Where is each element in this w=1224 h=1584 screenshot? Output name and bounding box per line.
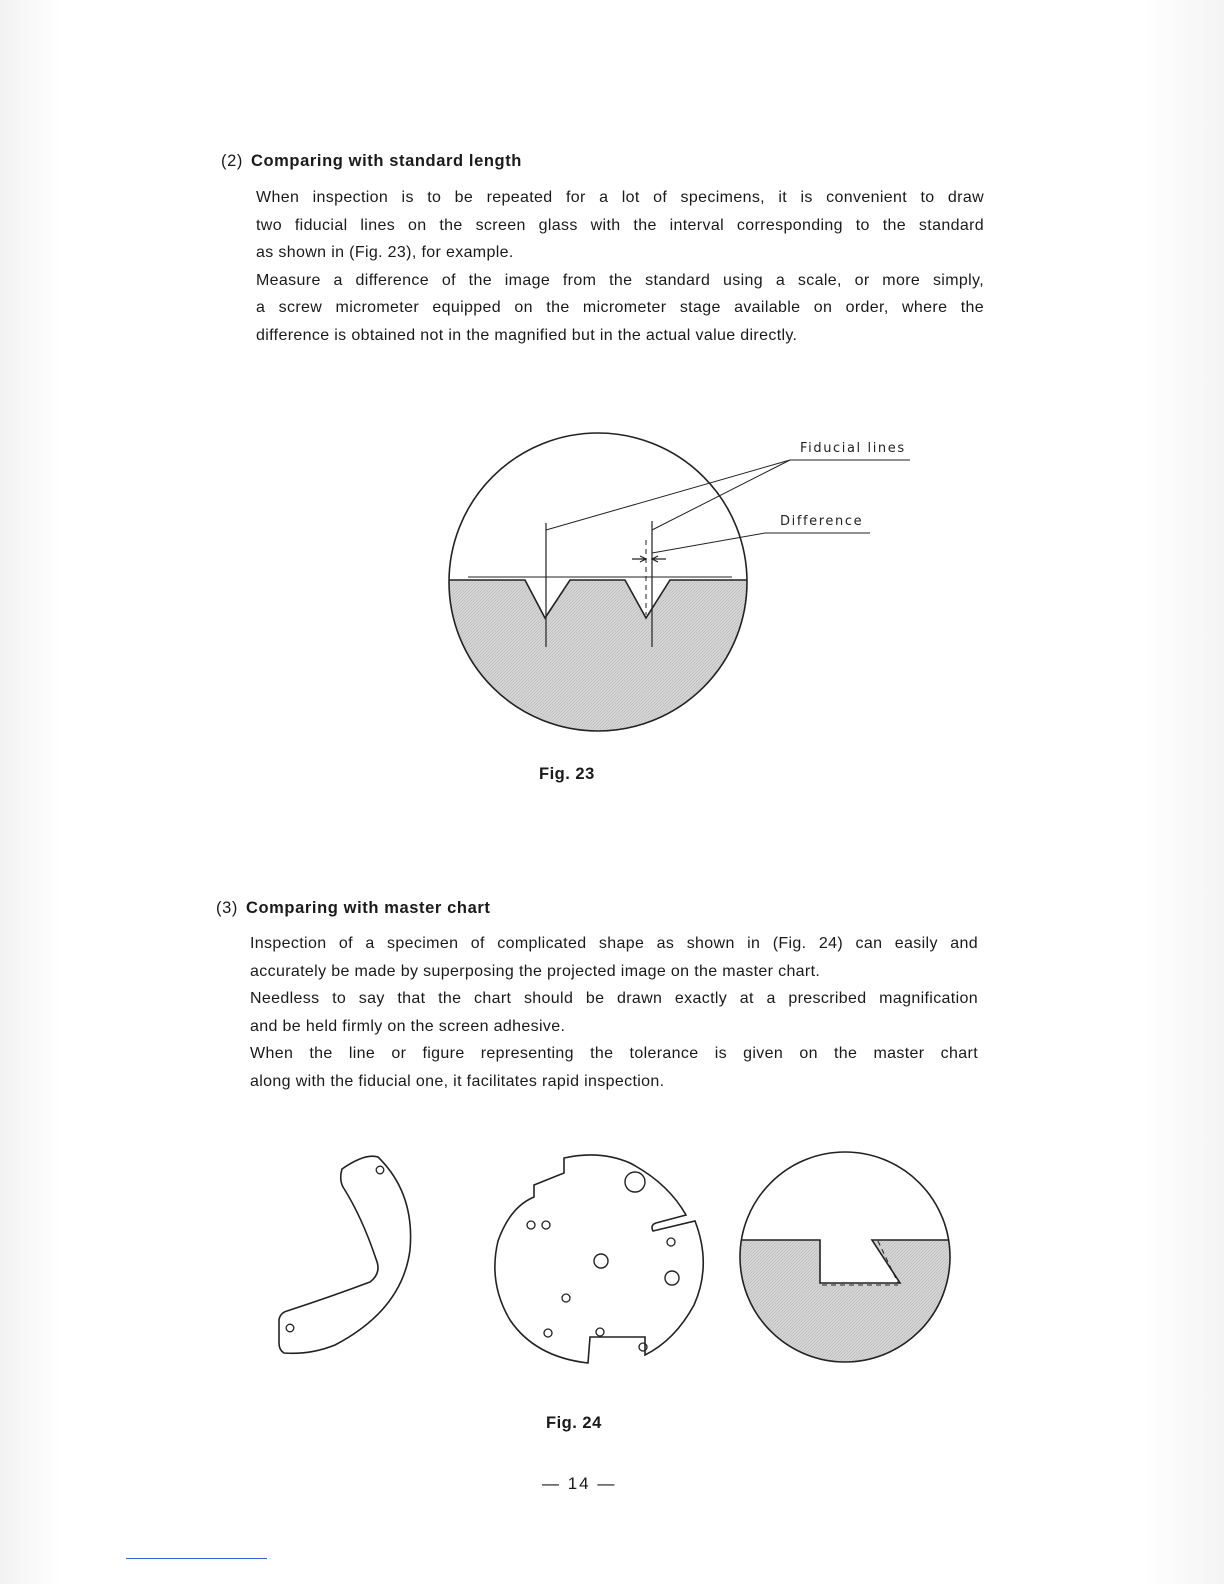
section-2-title: Comparing with standard length <box>250 152 522 170</box>
difference-arrow-left <box>632 556 646 562</box>
leader-fiducial-right <box>652 460 790 530</box>
page-edge-shadow-right <box>1144 0 1224 1584</box>
bracket-part <box>279 1156 411 1353</box>
section-2-line: difference is obtained not in the magnified but in the actual value directly. <box>256 326 798 344</box>
section-3-heading <box>216 899 490 918</box>
label-fiducial-lines: Fiducial lines <box>800 441 906 456</box>
section-2-line: When inspection is to be repeated for a lot of specimens, it is convenient to draw <box>256 189 984 206</box>
difference-arrow-right <box>652 556 666 562</box>
page-edge-shadow-left <box>0 0 60 1584</box>
section-2-line: two fiducial lines on the screen glass with the interval corresponding to the standard <box>256 216 984 234</box>
figure-23-caption: Fig. 23 <box>539 765 595 783</box>
bottom-rule <box>126 1558 267 1559</box>
figure-24-caption: Fig. 24 <box>546 1414 602 1432</box>
section-2-line: Measure a difference of the image from the standard using a scale, or more simply, <box>256 271 984 289</box>
figure-24-diagram <box>270 1145 970 1385</box>
section-2-line: a screw micrometer equipped on the micrometer stage available on order, where the <box>256 299 984 317</box>
section-3-line: Inspection of a specimen of complicated shape as shown in (Fig. 24) can easily and <box>250 935 978 952</box>
section-3-number: (3) <box>216 899 238 917</box>
section-2-line: as shown in (Fig. 23), for example. <box>256 244 514 262</box>
section-2-heading <box>221 152 522 171</box>
leader-fiducial-left <box>546 460 790 530</box>
section-3-line: and be held firmly on the screen adhesive. <box>250 1017 566 1035</box>
section-3-line: When the line or figure representing the tolerance is given on the master chart <box>250 1045 978 1063</box>
section-3-line: Needless to say that the chart should be drawn exactly at a prescribed magnification <box>250 990 978 1008</box>
leader-difference <box>652 533 765 553</box>
label-difference: Difference <box>780 514 864 529</box>
section-3-body <box>250 930 978 1096</box>
figure-23-diagram <box>440 425 920 745</box>
section-2-body <box>256 184 984 350</box>
section-3-title: Comparing with master chart <box>245 899 491 917</box>
section-2-number: (2) <box>221 152 243 170</box>
section-3-line: along with the fiducial one, it facilitates rapid inspection. <box>250 1072 665 1090</box>
section-3-line: accurately be made by superposing the projected image on the master chart. <box>250 962 821 980</box>
master-chart-circle <box>730 1152 960 1375</box>
page-number: — 14 — <box>542 1474 617 1493</box>
circular-plate-part <box>495 1155 703 1363</box>
